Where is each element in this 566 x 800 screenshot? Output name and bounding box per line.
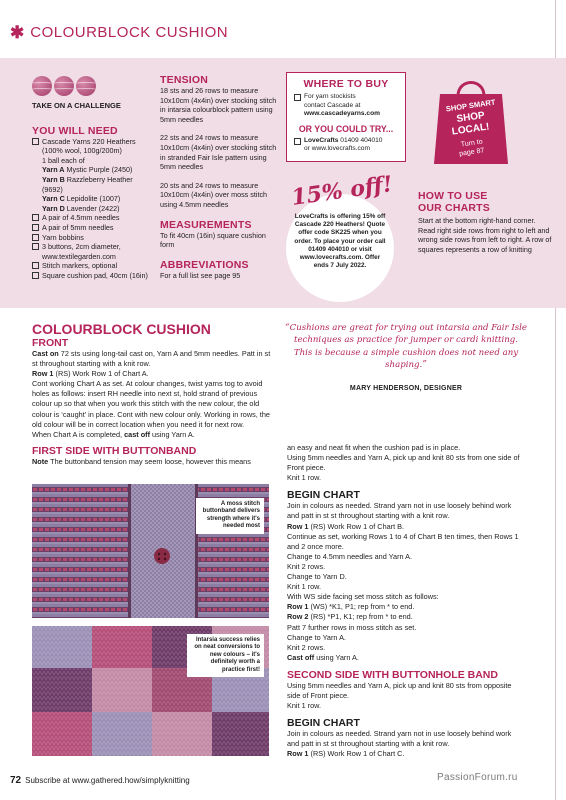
abbreviations-heading: ABBREVIATIONS xyxy=(160,258,249,271)
or-you-could-try-heading: OR YOU COULD TRY... xyxy=(298,123,394,134)
quote-open: “ xyxy=(285,323,290,333)
pattern-paragraph: Cast off using Yarn A. xyxy=(287,652,359,662)
pattern-paragraph: an easy and neat fit when the cushion pad is in place. xyxy=(287,443,461,452)
you-will-need-heading: YOU WILL NEED xyxy=(32,124,118,137)
tension-paragraph: 18 sts and 26 rows to measure 10x10cm (4x4in) over stocking stitch in intarsia colourblock pattern using 5mm needles xyxy=(160,86,277,124)
list-item: Square cushion pad, 40cm (16in) xyxy=(32,271,152,281)
how-to-use-heading-2: OUR CHARTS xyxy=(418,202,490,214)
list-item-text: Yarn A Mystic Purple (2450) xyxy=(42,165,133,175)
where-to-buy-box xyxy=(286,72,406,162)
pattern-paragraph: Row 1 (RS) Work Row 1 of Chart B. xyxy=(287,521,405,531)
checkbox-icon xyxy=(32,224,39,231)
pattern-paragraph: With WS side facing set moss stitch as follows: xyxy=(287,592,439,602)
pattern-paragraph: Change to Yarn A. xyxy=(287,632,346,642)
star-icon: ✱ xyxy=(10,22,25,42)
yarn-ball-icon xyxy=(54,76,74,96)
list-item: A pair of 4.5mm needles xyxy=(32,213,152,223)
list-item: A pair of 5mm needles xyxy=(32,223,152,233)
pattern-paragraph: Note The buttonband tension may seem loose, however this means xyxy=(32,456,251,466)
offer-headline: 15% off! xyxy=(289,171,395,211)
pattern-paragraph: Knit 2 rows. xyxy=(287,642,326,652)
offer-text: LoveCrafts is offering 15% off Cascade 220 Heathers! Quote offer code SK225 when you order. To place your order call 01409 404010 or visit www.lovecrafts.com. Offer ends 7 July 2022. xyxy=(294,213,386,270)
pattern-paragraph: Knit 1 row. xyxy=(287,582,322,592)
begin-chart-heading: BEGIN CHART xyxy=(287,489,360,502)
page-number: 72 xyxy=(10,775,22,786)
list-item: Yarn bobbins xyxy=(32,233,152,243)
list-item: 3 buttons, 2cm diameter, xyxy=(32,242,152,252)
front-heading: FRONT xyxy=(32,337,69,349)
bag-line5: page 87 xyxy=(458,147,485,158)
quote-close: ” xyxy=(422,359,427,370)
list-item-text: Yarn C Lepidolite (1007) xyxy=(42,194,121,204)
you-will-need-column xyxy=(32,76,152,281)
pattern-paragraph: Using 5mm needles and Yarn A, pick up and knit 80 sts from opposite side of Front piece. xyxy=(287,680,512,700)
list-item: Stitch markers, optional xyxy=(32,261,152,271)
checkbox-icon xyxy=(32,234,39,241)
photo-caption: Intarsia success relies on neat conversions to new colours – it's definitely worth a practice first! xyxy=(187,634,264,677)
checkbox-icon xyxy=(294,94,301,101)
how-to-use-text: Start at the bottom right-hand corner. Read right side rows from right to left and wrong side rows from left to right. A row of squares represents a row of knitting xyxy=(418,216,552,254)
page-header xyxy=(10,22,228,42)
checkbox-icon xyxy=(32,214,39,221)
measurements-text: To fit 40cm (16in) square cushion form xyxy=(160,230,266,250)
checkbox-icon xyxy=(32,243,39,250)
pattern-right-column xyxy=(287,443,523,759)
challenge-label: TAKE ON A CHALLENGE xyxy=(32,101,121,110)
bag-line2: SHOP xyxy=(455,110,486,125)
pattern-paragraph: Using 5mm needles and Yarn A, pick up and knit 80 sts from one side of Front piece. xyxy=(287,453,520,473)
how-to-use-heading: HOW TO USE xyxy=(418,190,488,202)
checkbox-icon xyxy=(32,262,39,269)
pattern-paragraph: Cast on 72 sts using long-tail cast on, Yarn A and 5mm needles. Patt in st st throughout starting with a knit row. xyxy=(32,349,271,369)
where-to-buy-heading: WHERE TO BUY xyxy=(303,78,389,90)
bag-line1: SHOP SMART xyxy=(445,97,496,114)
pattern-paragraph: Patt 7 further rows in moss stitch as set. xyxy=(287,622,417,632)
pattern-paragraph: When Chart A is completed, cast off using Yarn A. xyxy=(32,429,195,439)
list-item-text: www.textilegarden.com xyxy=(42,251,116,261)
tension-paragraph: 22 sts and 24 rows to measure 10x10cm (4x4in) over stocking stitch in stranded Fair Isle pattern using 5mm needles xyxy=(160,133,277,172)
pattern-paragraph: Join in colours as needed. Strand yarn not in use loosely behind work and patt in st st throughout starting with a knit row. xyxy=(287,501,512,521)
pattern-paragraph: Row 1 (RS) Work Row 1 of Chart C. xyxy=(287,749,405,759)
quote-text: Cushions are great for trying out intarsia and Fair Isle techniques as practice for jumper or cardi knitting. This is because a simple cushion does not need any shaping. xyxy=(289,323,527,370)
checkbox-icon xyxy=(294,138,301,145)
shop-local-bag xyxy=(432,74,510,166)
pattern-paragraph: Change to 4.5mm needles and Yarn A. xyxy=(287,551,413,561)
yarn-ball-icon xyxy=(76,76,96,96)
abbreviations-text: For a full list see page 95 xyxy=(160,270,241,280)
how-to-use-charts xyxy=(418,190,554,254)
page-footer xyxy=(10,775,190,786)
pattern-paragraph: Row 1 (WS) *K1, P1; rep from * to end. xyxy=(287,602,415,612)
pattern-left-column xyxy=(32,322,276,467)
watermark: PassionForum.ru xyxy=(437,772,518,783)
designer-quote xyxy=(285,322,527,371)
pattern-paragraph: Cont working Chart A as set. At colour changes, twist yarns tog to avoid holes as follows: insert RH needle into next st, hold strand of previous colour up so that when you work this stitch with the new colour, the old colour is ‘caught’ in place. Cont with new colour only. Working in rows, the old colour will be in correct location when you need it for next row. xyxy=(32,379,270,429)
bag-line3: LOCAL! xyxy=(451,121,491,138)
quote-attribution: MARY HENDERSON, DESIGNER xyxy=(349,385,463,392)
yarn-ball-icon xyxy=(32,76,52,96)
list-item-text: (100% wool, 100g/200m) xyxy=(42,146,122,156)
list-item-text: (9692) xyxy=(42,184,63,194)
pattern-title: COLOURBLOCK CUSHION xyxy=(32,321,211,337)
list-item: Cascade Yarns 220 Heathers xyxy=(32,137,152,147)
pattern-paragraph: Knit 1 row. xyxy=(287,473,322,483)
tension-paragraph: 20 sts and 24 rows to measure 10x10cm (4x4in) over moss stitch using 4.5mm needles xyxy=(160,180,268,209)
pattern-paragraph: Row 2 (RS) *P1, K1; rep from * to end. xyxy=(287,612,413,622)
checkbox-icon xyxy=(32,272,39,279)
first-side-heading: FIRST SIDE WITH BUTTONBAND xyxy=(32,444,197,457)
where-to-buy-text: For yarn stockists contact Cascade at www.cascadeyarns.com xyxy=(294,93,398,119)
second-side-heading: SECOND SIDE WITH BUTTONHOLE BAND xyxy=(287,668,498,681)
measurements-heading: MEASUREMENTS xyxy=(160,218,252,231)
checkbox-icon xyxy=(32,138,39,145)
begin-chart-heading-2: BEGIN CHART xyxy=(287,717,360,730)
pattern-paragraph: Knit 2 rows. xyxy=(287,561,326,571)
shopping-bag-icon xyxy=(432,74,510,166)
pattern-paragraph: Join in colours as needed. Strand yarn not in use loosely behind work and patt in st st throughout starting with a knit row. xyxy=(287,729,512,749)
discount-offer xyxy=(264,168,412,308)
tension-heading: TENSION xyxy=(160,74,209,86)
pattern-paragraph: Knit 1 row. xyxy=(287,701,322,711)
pattern-paragraph: Row 1 (RS) Work Row 1 of Chart A. xyxy=(32,369,149,379)
difficulty-rating xyxy=(32,76,152,96)
pattern-paragraph: Change to Yarn D. xyxy=(287,572,347,582)
photo-caption: A moss stitch buttonband delivers strength where it's needed most xyxy=(196,498,264,534)
tension-column xyxy=(160,74,278,280)
page-header-title: COLOURBLOCK CUSHION xyxy=(30,23,229,41)
pattern-paragraph: Continue as set, working Rows 1 to 4 of Chart B ten times, then Rows 1 and 2 once more. xyxy=(287,531,519,551)
subscribe-text: Subscribe at www.gathered.how/simplyknitting xyxy=(25,776,190,785)
list-item-text: Yarn B Razzleberry Heather xyxy=(42,174,133,184)
list-item-text: 1 ball each of xyxy=(42,155,85,165)
bag-line4: Turn to xyxy=(460,138,484,149)
list-item-text: Yarn D Lavender (2422) xyxy=(42,203,120,213)
lovecrafts-text: LoveCrafts 01409 404010 or www.lovecrafts.com xyxy=(294,137,398,154)
